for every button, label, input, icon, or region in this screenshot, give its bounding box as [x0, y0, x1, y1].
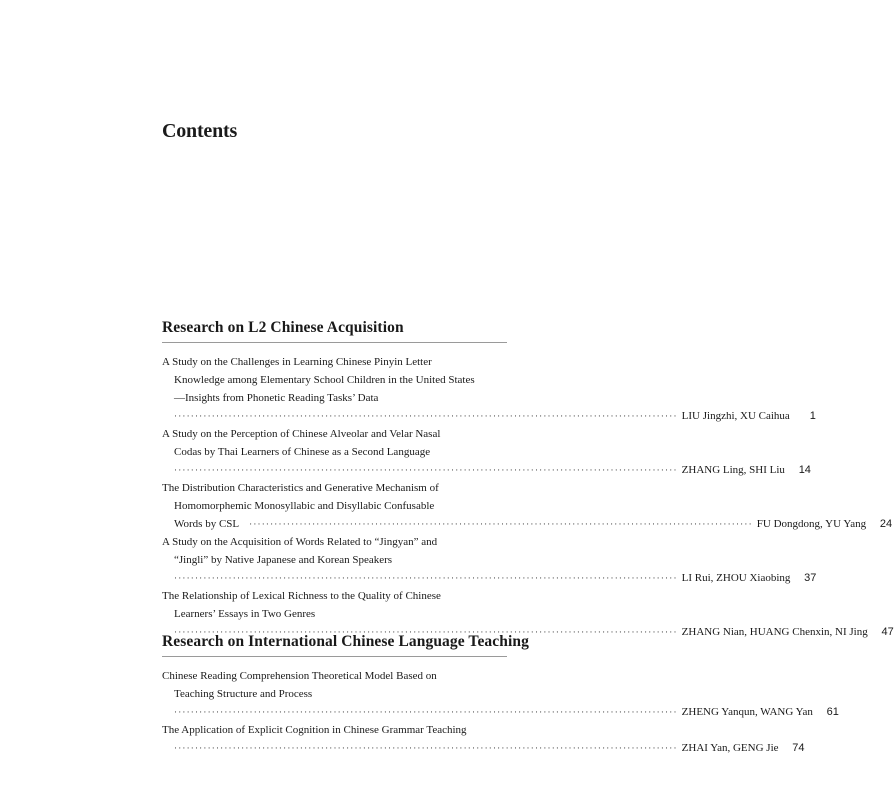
entry-title-line: The Application of Explicit Cognition in Chinese Grammar Teaching — [162, 724, 467, 736]
entry-title-line: “Jingli” by Native Japanese and Korean Speakers — [174, 554, 393, 566]
entry-title-line: A Study on the Acquisition of Words Related to “Jingyan” and — [162, 536, 438, 548]
entry-authors: FU Dongdong, YU Yang — [756, 518, 867, 530]
toc-entry[interactable] — [162, 353, 816, 425]
entry-authors: LI Rui, ZHOU Xiaobing — [681, 572, 791, 584]
entry-page-number[interactable]: 24 — [879, 518, 893, 530]
toc-entry[interactable] — [162, 533, 817, 587]
section-heading: Research on International Chinese Language Teaching — [162, 633, 529, 650]
entry-authors: ZHANG Ling, SHI Liu — [681, 464, 785, 476]
dot-leaders: ························································································································ — [174, 465, 678, 475]
dot-leaders: ························································································································ — [174, 627, 678, 637]
entry-authors: ZHAI Yan, GENG Jie — [681, 742, 779, 754]
dot-leaders: ························································································································ — [174, 573, 678, 583]
entry-author-line — [162, 739, 805, 757]
entry-author-line — [162, 407, 816, 425]
entry-author-line — [162, 703, 839, 721]
entry-author-line — [162, 461, 811, 479]
entry-page-number[interactable]: 47 — [881, 626, 894, 638]
toc-entry[interactable] — [162, 425, 811, 479]
entry-title-line: A Study on the Challenges in Learning Chinese Pinyin Letter — [162, 356, 432, 368]
section-divider — [162, 342, 507, 343]
dot-leaders: ························································································································ — [249, 519, 753, 529]
section-heading: Research on L2 Chinese Acquisition — [162, 319, 404, 336]
entry-title-line: Learners’ Essays in Two Genres — [174, 608, 316, 620]
toc-section — [162, 631, 839, 757]
entry-author-line — [162, 515, 893, 533]
page-title: Contents — [162, 120, 238, 142]
dot-leaders: ························································································································ — [174, 411, 678, 421]
entry-list — [162, 667, 839, 757]
entry-list — [162, 353, 894, 641]
entry-author-line — [162, 569, 817, 587]
toc-entry[interactable] — [162, 479, 893, 533]
entry-page-number[interactable]: 37 — [804, 572, 817, 584]
entry-page-number[interactable]: 74 — [792, 742, 805, 754]
entry-title-line: The Relationship of Lexical Richness to the Quality of Chinese — [162, 590, 441, 602]
entry-authors: ZHANG Nian, HUANG Chenxin, NI Jing — [681, 626, 868, 638]
section-divider — [162, 656, 507, 657]
entry-title-line: The Distribution Characteristics and Generative Mechanism of — [162, 482, 439, 494]
entry-title-line: Chinese Reading Comprehension Theoretical Model Based on — [162, 670, 437, 682]
entry-title-line: Homomorphemic Monosyllabic and Disyllabic Confusable — [174, 500, 435, 512]
toc-section — [162, 317, 894, 641]
toc-entry[interactable] — [162, 721, 805, 757]
entry-title-line: —Insights from Phonetic Reading Tasks’ Data — [174, 392, 379, 404]
entry-title-line: Teaching Structure and Process — [174, 688, 313, 700]
entry-title-line: Words by CSL — [174, 518, 240, 530]
entry-page-number[interactable]: 61 — [826, 706, 839, 718]
entry-page-number[interactable]: 1 — [809, 410, 816, 422]
entry-title-line: A Study on the Perception of Chinese Alveolar and Velar Nasal — [162, 428, 441, 440]
dot-leaders: ························································································································ — [174, 743, 678, 753]
entry-authors: LIU Jingzhi, XU Caihua — [681, 410, 790, 422]
entry-authors: ZHENG Yanqun, WANG Yan — [681, 706, 813, 718]
entry-title-line: Knowledge among Elementary School Children in the United States — [174, 374, 475, 386]
toc-entry[interactable] — [162, 667, 839, 721]
entry-page-number[interactable]: 14 — [798, 464, 811, 476]
entry-title-line: Codas by Thai Learners of Chinese as a Second Language — [174, 446, 431, 458]
dot-leaders: ························································································································ — [174, 707, 678, 717]
